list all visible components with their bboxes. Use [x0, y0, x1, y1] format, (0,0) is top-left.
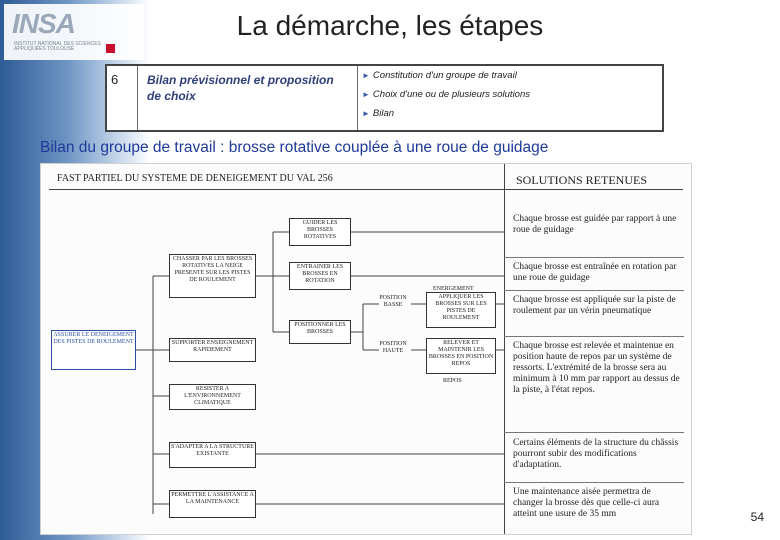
table-divider [357, 66, 358, 130]
page-number: 54 [750, 510, 764, 524]
table-divider [137, 66, 138, 130]
bullet-arrow-icon: ► [362, 90, 370, 99]
function-box: CHASSER PAR LES BROSSES ROTATIVES LA NEIGE PRESENTE SUR LES PISTES DE ROULEMENT [169, 254, 256, 298]
slide-title: La démarche, les étapes [236, 10, 544, 41]
subfunction-box: GUIDER LES BROSSES ROTATIVES [289, 218, 351, 246]
step-label: Bilan prévisionnel et proposition de choix [147, 73, 334, 103]
list-item: ► Choix d'une ou de plusieurs solutions [362, 89, 531, 100]
solution-text: Chaque brosse est guidée par rapport à une roue de guidage [513, 214, 677, 235]
step-items [362, 70, 530, 127]
function-box: S'ADAPTER A LA STRUCTURE EXISTANTE [169, 442, 256, 468]
action-box: APPLIQUER LES BROSSES SUR LES PISTES DE ROULEMENT [426, 292, 496, 328]
step-table [105, 64, 664, 132]
solution-separator [504, 336, 684, 337]
diagram-header-right: SOLUTIONS RETENUES [516, 173, 647, 187]
logo-red-square [106, 44, 115, 53]
diagram-header-left: FAST PARTIEL DU SYSTEME DE DENEIGEMENT DU VAL 256 [57, 173, 333, 184]
solution-text: Une maintenance aisée permettra de changer la brosse dès que celle-ci aura atteint une usure de 35 mm [513, 487, 660, 519]
solution-text: Certains éléments de la structure du châssis pourront subir des modifications d'adaptation. [513, 438, 679, 470]
list-item: ► Constitution d'un groupe de travail [362, 70, 517, 81]
action-box: RELEVER ET MAINTENIR LES BROSSES EN POSITION REPOS [426, 338, 496, 374]
insa-logo [4, 4, 144, 60]
solution-separator [504, 482, 684, 483]
solution-text: Chaque brosse est entraînée en rotation par une roue de guidage [513, 262, 677, 283]
main-function-box: ASSURER LE DENEIGEMENT DES PISTES DE ROULEMENT [51, 330, 136, 370]
header-rule [49, 189, 683, 190]
fast-diagram-scan [40, 163, 692, 535]
function-box: PERMETTRE L'ASSISTANCE A LA MAINTENANCE [169, 490, 256, 518]
solution-separator [504, 257, 684, 258]
logo-subtitle: INSTITUT NATIONAL DES SCIENCES APPLIQUÉES TOULOUSE [14, 41, 101, 52]
subfunction-box: ENTRAINER LES BROSSES EN ROTATION [289, 262, 351, 290]
section-subtitle: Bilan du groupe de travail : brosse rotative couplée à une roue de guidage [40, 139, 549, 156]
position-label: POSITION HAUTE [379, 341, 407, 354]
solution-separator [504, 432, 684, 433]
position-tag: ENERGEMENT [433, 286, 474, 292]
subfunction-box: POSITIONNER LES BROSSES [289, 320, 351, 344]
bullet-arrow-icon: ► [362, 71, 370, 80]
function-box: SUPPORTER ENSEIGNEMENT RAPIDEMENT [169, 338, 256, 362]
bullet-arrow-icon: ► [362, 109, 370, 118]
solution-separator [504, 290, 684, 291]
position-tag: REPOS [443, 378, 462, 384]
solution-text: Chaque brosse est relevée et maintenue en position haute de repos par un système de ressorts. L'extrémité de la brosse sera au minimum à 10 mm par rapport au dessus de la piste, à l'état repos. [513, 341, 680, 395]
function-box: RESISTER A L'ENVIRONNEMENT CLIMATIQUE [169, 384, 256, 410]
position-label: POSITION BASSE [379, 295, 407, 308]
step-number: 6 [111, 72, 119, 87]
solution-text: Chaque brosse est appliquée sur la piste de roulement par un vérin pneumatique [513, 295, 676, 316]
column-divider [504, 164, 505, 534]
logo-text: INSA [12, 8, 75, 39]
list-item: ► Bilan [362, 108, 395, 119]
